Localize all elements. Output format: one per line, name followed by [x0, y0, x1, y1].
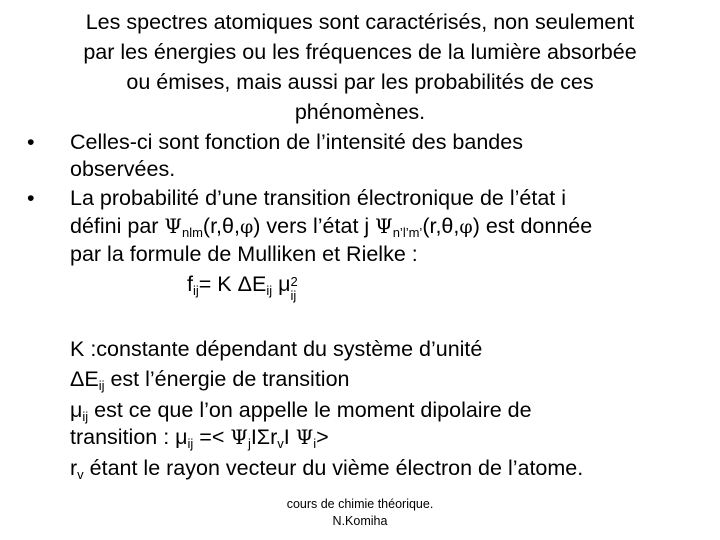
definition-transition: transition : $\mu_{ij} =< \Psi_jI\Sigma r_vI$ $\Psi_i>$	[70, 425, 329, 451]
intro-line-1: Les spectres atomiques sont caractérisés, non seulement	[85, 10, 635, 34]
definition-delta-e: $\Delta E_{ij}$ est l’énergie de transition	[70, 367, 350, 393]
bullet2-line-3: par la formule de Mulliken et Rielke :	[70, 242, 418, 266]
intro-line-3: ou émises, mais aussi par les probabilités de ces	[126, 70, 594, 94]
definition-k: K :constante dépendant du système d’unité	[70, 337, 483, 361]
bullet-icon: •	[27, 130, 35, 154]
definition-mu: $\mu_{ij}$ est ce que l’on appelle le moment dipolaire de	[70, 398, 532, 424]
intro-line-4: phénomènes.	[294, 100, 426, 124]
bullet1-line-1: Celles-ci sont fonction de l’intensité des bandes	[70, 130, 523, 154]
phi-symbol: φ	[239, 216, 254, 238]
psi-symbol: Ψ	[295, 425, 314, 449]
footer-author: N.Komiha	[332, 514, 388, 528]
definition-r: $r_v$ étant le rayon vecteur du vième électron de l’atome.	[70, 456, 584, 482]
footer-course: cours de chimie théorique.	[286, 497, 434, 511]
psi-symbol: Ψ	[164, 214, 182, 238]
intro-line-2: par les énergies ou les fréquences de la lumière absorbée	[83, 40, 637, 64]
psi-symbol: Ψ	[230, 425, 248, 449]
bullet2-line-2: défini par $\Psi_{nlm}(r,\theta,\varphi)$ vers l’état j $\Psi_{n’l’m’}(r,\theta,\varphi)$ est donnée	[70, 214, 593, 240]
bullet2-line-1: La probabilité d’une transition électronique de l’état i	[70, 186, 567, 210]
phi-symbol: φ	[459, 216, 473, 238]
bullet1-line-2: observées.	[70, 157, 176, 181]
bullet-icon: •	[27, 186, 35, 210]
formula: $f_{ij}= K$ $\Delta E_{ij}$ μ 2 ij	[187, 272, 298, 303]
psi-symbol: Ψ	[375, 214, 393, 238]
